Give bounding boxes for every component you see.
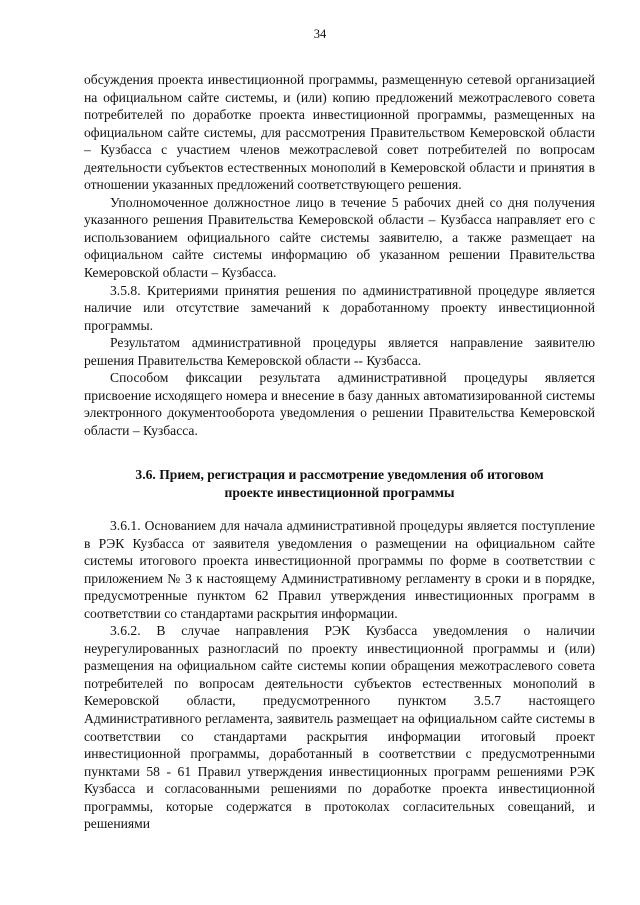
section-heading-line-1: 3.6. Прием, регистрация и рассмотрение уведомления об итоговом [135,467,544,482]
paragraph-3-5-8: 3.5.8. Критериями принятия решения по административной процедуре является наличие или отсутствие замечаний к доработанному проекту инвестиционной программы. [84,282,595,333]
page-number: 34 [313,27,327,41]
paragraph-result: Результатом административной процедуры является направление заявителю решения Правительства Кемеровской области -- Кузбасса. [84,335,595,368]
paragraph-fixation: Способом фиксации результата административной процедуры является присвоение исходящего номера и внесение в базу данных автоматизированной системы электронного документооборота уведомления о решении Правительства Кемеровской области – Кузбасса. [84,370,595,438]
section-heading-line-2: проекте инвестиционной программы [224,484,455,500]
document-body-top [84,71,595,439]
paragraph-3-6-2: 3.6.2. В случае направления РЭК Кузбасса уведомления о наличии неурегулированных разногласий по проекту инвестиционной программы и (или) размещения на официальном сайте системы копии обращения межотраслевого совета потребителей по вопросам деятельности субъектов естественных монополий в Кемеровской области, предусмотренного пунктом 3.5.7 настоящего Административного регламента, заявитель размещает на официальном сайте системы в соответствии со стандартами раскрытия информации итоговый проект инвестиционной программы, доработанный в соответствии с предусмотренными пунктами 58 - 61 Правил утверждения инвестиционных программ решениями РЭК Кузбасса и согласованными решениями по доработке проекта инвестиционной программы, которые содержатся в протоколах согласительных совещаний, и решениями [84,623,595,832]
paragraph-3-6-1: 3.6.1. Основанием для начала административной процедуры является поступление в РЭК Кузбасса от заявителя уведомления о размещении на официальном сайте системы итогового проекта инвестиционной программы по форме в соответствии с приложением № 3 к настоящему Административному регламенту в сроки и в порядке, предусмотренные пунктом 62 Правил утверждения инвестиционных программ в соответствии со стандартами раскрытия информации. [84,518,595,621]
paragraph-official-notice: Уполномоченное должностное лицо в течение 5 рабочих дней со дня получения указанного решения Правительства Кемеровской области – Кузбасса направляет его с использованием официального сайте системы заявителю, а также размещает на официальном сайте системы информацию об указанном решении Правительства Кемеровской области – Кузбасса. [84,194,595,281]
section-heading [84,466,595,501]
paragraph-continuation: обсуждения проекта инвестиционной программы, размещенную сетевой организацией на официальном сайте системы, и (или) копию предложений межотраслевого совета потребителей по доработке проекта инвестиционной программы, размещенных на официальном сайте системы, для рассмотрения Правительством Кемеровской области – Кузбасса с участием членов межотраслевой совет потребителей по вопросам деятельности субъектов естественных монополий в Кемеровской области и принятия в отношении указанных предложений соответствующего решения. [84,72,595,193]
document-body-bottom [84,517,595,833]
